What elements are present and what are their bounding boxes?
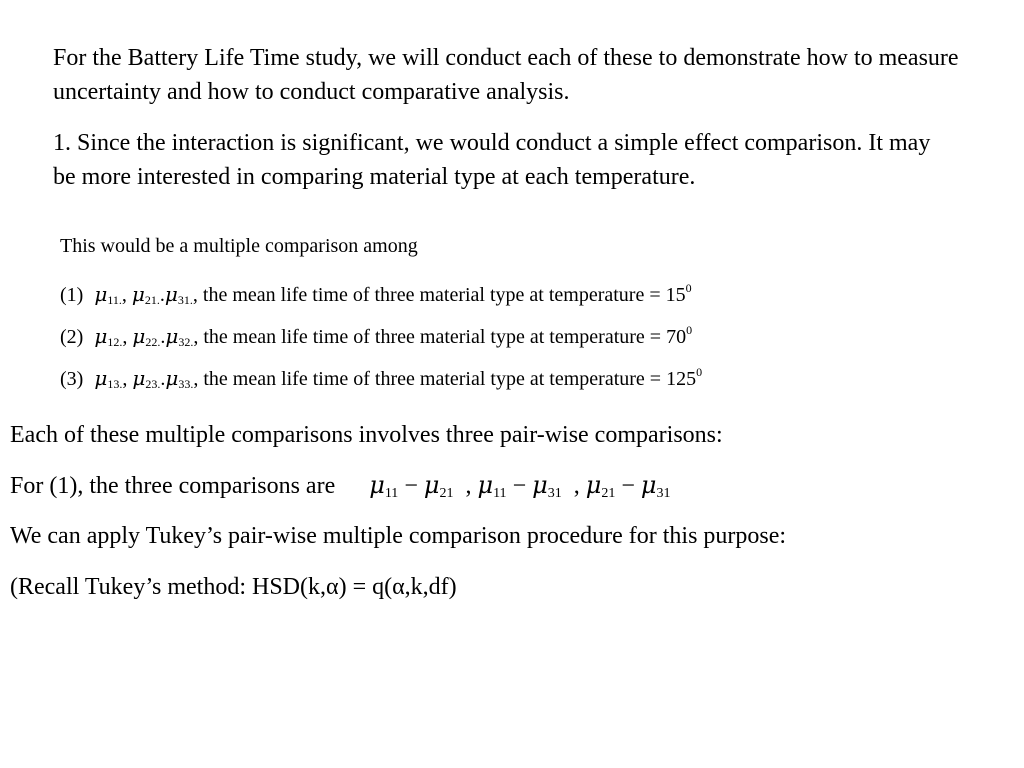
separator: . (160, 368, 166, 390)
mu-subscript: 31. (177, 293, 193, 307)
tukey-procedure-line: We can apply Tukey’s pair-wise multiple comparison procedure for this purpose: (10, 523, 787, 549)
mu-symbol: μ (131, 282, 145, 306)
mu-subscript: 21. (144, 293, 160, 307)
mu-symbol: μ (94, 366, 108, 390)
mu-symbol: μ (423, 471, 440, 499)
separator: . (159, 284, 165, 306)
degree-superscript: 0 (686, 323, 693, 337)
separator: , (465, 473, 472, 499)
mu-symbol: μ (369, 471, 385, 499)
mu-subscript: 11 (384, 486, 399, 501)
separator: . (160, 326, 166, 348)
interaction-paragraph: 1. Since the interaction is significant, we would conduct a simple effect comparison. It may be more interested in comparing material type at each temperature. (53, 130, 931, 190)
mu-subscript: 13. (107, 377, 123, 391)
degree-superscript: 0 (685, 281, 692, 295)
item-description: , the mean life time of three material type at temperature = 70 (193, 326, 687, 348)
for-one-text: For (1), the three comparisons are (10, 473, 336, 499)
mu-symbol: μ (165, 324, 179, 348)
intro-paragraph: For the Battery Life Time study, we will conduct each of these to demonstrate how to measure uncertainty and how to conduct comparative analysis. (53, 45, 959, 105)
item-description: , the mean life time of three material type at temperature = 15 (192, 284, 686, 306)
mu-subscript: 33. (178, 377, 194, 391)
mu-symbol: μ (477, 471, 494, 499)
minus-sign: − (512, 473, 527, 499)
comparison-item-3 (60, 360, 702, 396)
mu-subscript: 31 (547, 486, 562, 501)
mu-symbol: μ (164, 282, 178, 306)
for-one-comparisons-line (10, 470, 670, 509)
separator: , (122, 326, 128, 348)
separator: , (573, 473, 580, 499)
minus-sign: − (404, 473, 418, 499)
mu-subscript: 21 (439, 486, 454, 501)
mu-subscript: 32. (178, 335, 194, 349)
mu-subscript: 12. (107, 335, 123, 349)
pairwise-intro-line: Each of these multiple comparisons involves three pair-wise comparisons: (10, 422, 723, 448)
item-number: (3) (60, 368, 84, 390)
mu-subscript: 22. (145, 335, 161, 349)
item-description: , the mean life time of three material type at temperature = 125 (193, 368, 697, 390)
mu-symbol: μ (94, 282, 108, 306)
degree-superscript: 0 (696, 365, 703, 379)
mu-symbol: μ (132, 324, 146, 348)
mu-symbol: μ (165, 366, 179, 390)
mu-symbol: μ (585, 471, 602, 499)
mu-symbol: μ (640, 471, 657, 499)
item-number: (2) (60, 326, 84, 348)
mu-subscript: 11. (107, 293, 122, 307)
mu-subscript: 31 (656, 486, 671, 501)
minus-sign: − (621, 473, 635, 499)
mu-subscript: 23. (145, 377, 161, 391)
comparison-item-1 (60, 276, 692, 312)
mu-symbol: μ (132, 366, 146, 390)
separator: , (121, 284, 127, 306)
mu-symbol: μ (94, 324, 108, 348)
item-number: (1) (60, 284, 84, 306)
comparison-item-2 (60, 318, 692, 354)
multiple-comparison-intro: This would be a multiple comparison among (60, 235, 418, 257)
separator: , (122, 368, 128, 390)
mu-subscript: 11 (493, 486, 507, 501)
tukey-recall-line: (Recall Tukey’s method: HSD(k,α) = q(α,k,df) (10, 574, 457, 600)
mu-symbol: μ (532, 471, 548, 499)
mu-subscript: 21 (601, 486, 616, 501)
